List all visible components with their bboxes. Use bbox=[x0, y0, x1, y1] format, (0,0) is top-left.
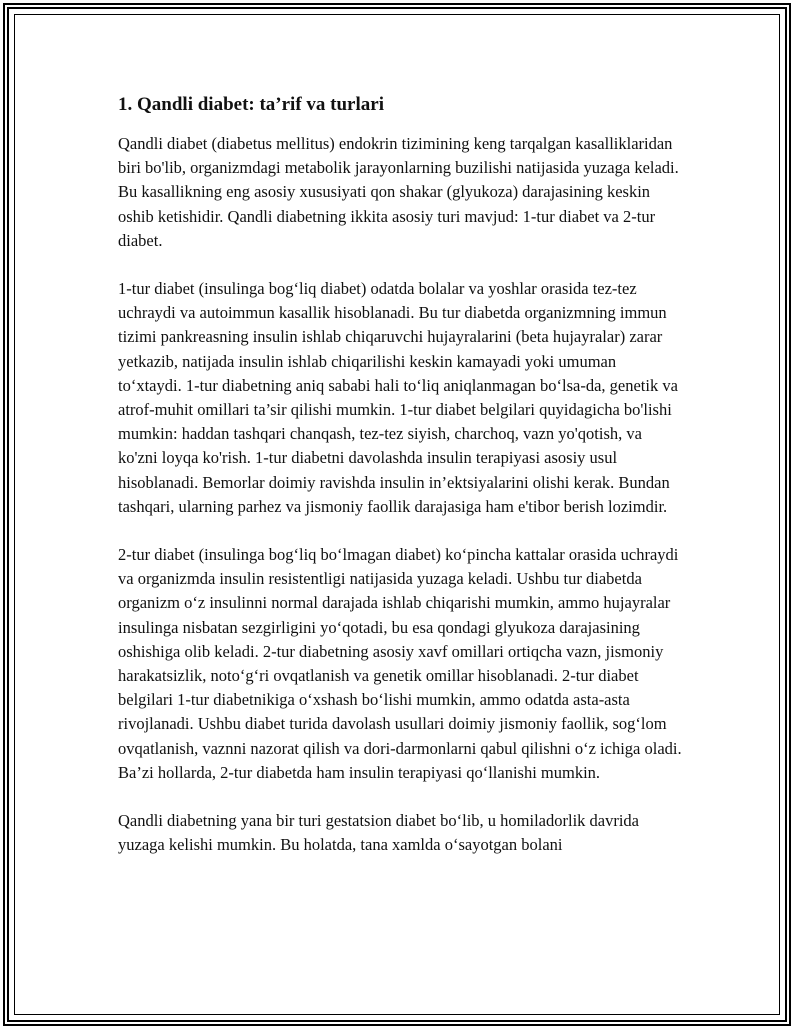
section-heading: 1. Qandli diabet: ta’rif va turlari bbox=[118, 94, 384, 115]
paragraph-type-1-diabetes: 1-tur diabet (insulinga bog‘liq diabet) odatda bolalar va yoshlar orasida tez-tez uchraydi va autoimmun kasallik hisoblanadi. Bu tur diabetda organizmning immun tizimi pankreasning insulin ishlab chiqaruvchi hujayralarini (beta hujayralar) zarar yetkazib, natijada insulin ishlab chiqarilishi keskin kamayadi yoki umuman to‘xtaydi. 1-tur diabetning aniq sababi hali to‘liq aniqlanmagan bo‘lsa-da, genetik va atrof-muhit omillari ta’sir qilishi mumkin. 1-tur diabet belgilari quyidagicha bo'lishi mumkin: haddan tashqari chanqash, tez-tez siyish, charchoq, vazn yo'qotish, va ko'zni loyqa ko'rish. 1-tur diabetni davolashda insulin terapiyasi asosiy usul hisoblanadi. Bemorlar doimiy ravishda insulin in’ektsiyalarini olishi kerak. Bundan tashqari, ularning parhez va jismoniy faollik darajasiga ham e'tibor berish lozimdir. bbox=[118, 279, 678, 516]
paragraph-intro: Qandli diabet (diabetus mellitus) endokrin tizimining keng tarqalgan kasalliklaridan biri bo'lib, organizmdagi metabolik jarayonlarning buzilishi natijasida yuzaga keladi. Bu kasallikning eng asosiy xususiyati qon shakar (glyukoza) darajasining keskin oshib ketishidir. Qandli diabetning ikkita asosiy turi mavjud: 1-tur diabet va 2-tur diabet. bbox=[118, 134, 679, 250]
document-body bbox=[118, 92, 683, 881]
paragraph-type-2-diabetes: 2-tur diabet (insulinga bog‘liq bo‘lmagan diabet) ko‘pincha kattalar orasida uchraydi va organizmda insulin resistentligi natijasida yuzaga keladi. Ushbu tur diabetda organizm o‘z insulinni normal darajada ishlab chiqarishi mumkin, ammo hujayralar insulinga nisbatan sezgirligini yo‘qotadi, bu esa qondagi glyukoza darajasining oshishiga olib keladi. 2-tur diabetning asosiy xavf omillari ortiqcha vazn, jismoniy harakatsizlik, noto‘g‘ri ovqatlanish va genetik omillar hisoblanadi. 2-tur diabet belgilari 1-tur diabetnikiga o‘xshash bo‘lishi mumkin, ammo odatda asta-asta rivojlanadi. Ushbu diabet turida davolash usullari doimiy jismoniy faollik, sog‘lom ovqatlanish, vaznni nazorat qilish va dori-darmonlarni qabul qilishni o‘z ichiga oladi. Ba’zi hollarda, 2-tur diabetda ham insulin terapiyasi qo‘llanishi mumkin. bbox=[118, 545, 682, 782]
paragraph-gestational-diabetes: Qandli diabetning yana bir turi gestatsion diabet bo‘lib, u homiladorlik davrida yuzaga kelishi mumkin. Bu holatda, tana xamlda o‘sayotgan bolani bbox=[118, 811, 640, 855]
